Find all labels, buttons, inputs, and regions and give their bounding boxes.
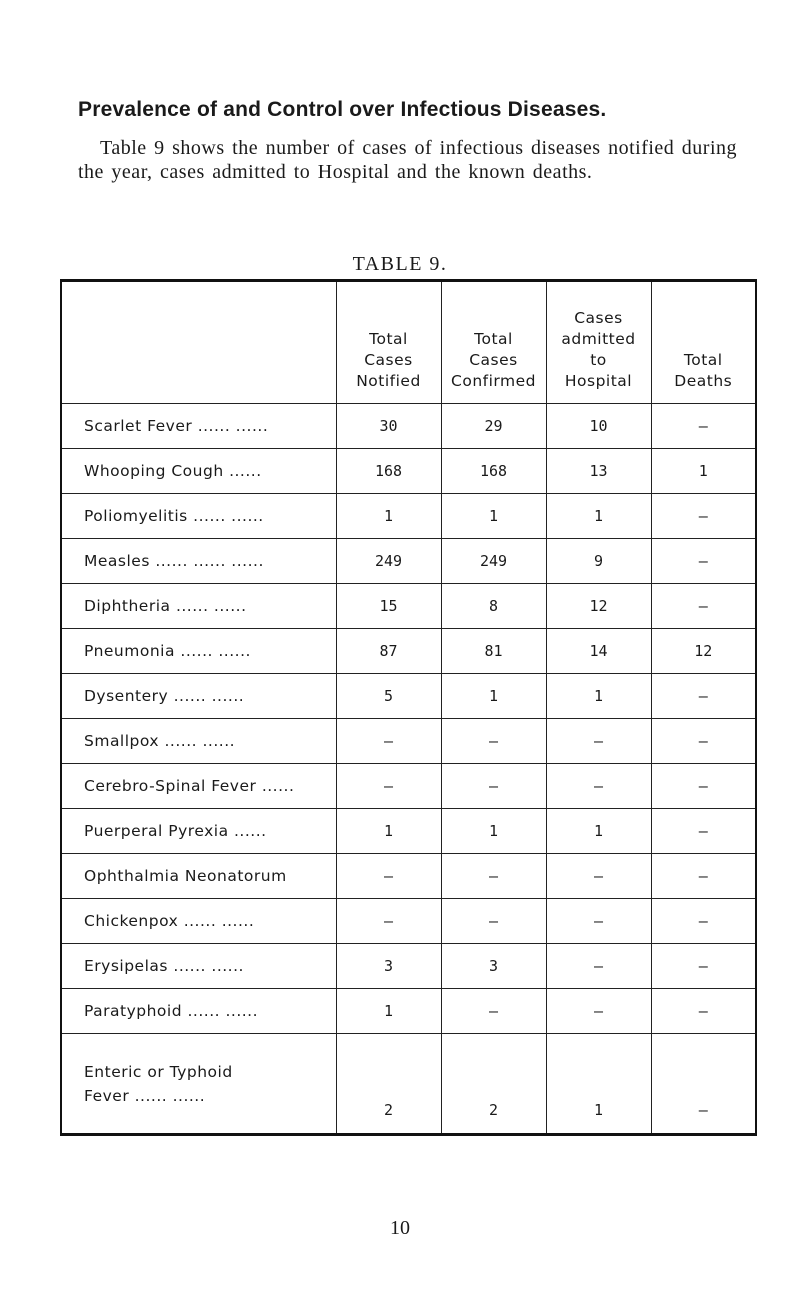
table-row <box>61 989 756 1034</box>
table-row <box>61 719 756 764</box>
total-notified-cell: 3 <box>336 944 441 989</box>
admitted-hospital-cell: 1 <box>546 674 651 719</box>
page-heading: Prevalence of and Control over Infectious Diseases. <box>78 98 607 121</box>
disease-name-cell <box>61 809 336 854</box>
total-deaths-cell: — <box>651 584 756 629</box>
table-row <box>61 674 756 719</box>
disease-name-cell <box>61 404 336 449</box>
table-body <box>61 404 756 1135</box>
total-deaths-cell: — <box>651 854 756 899</box>
total-notified-cell: 15 <box>336 584 441 629</box>
total-notified-cell: — <box>336 854 441 899</box>
admitted-hospital-cell: — <box>546 944 651 989</box>
total-notified-cell: 168 <box>336 449 441 494</box>
admitted-hospital-cell: 10 <box>546 404 651 449</box>
total-confirmed-cell: — <box>441 989 546 1034</box>
total-confirmed-cell: 1 <box>441 809 546 854</box>
table-row <box>61 404 756 449</box>
table-row <box>61 584 756 629</box>
disease-name-cell <box>61 899 336 944</box>
total-confirmed-cell: 1 <box>441 494 546 539</box>
header-admitted-hospital: Cases admitted to Hospital <box>546 281 651 404</box>
admitted-hospital-cell: — <box>546 854 651 899</box>
total-notified-cell: 87 <box>336 629 441 674</box>
total-deaths-cell: — <box>651 764 756 809</box>
table-row <box>61 854 756 899</box>
total-confirmed-cell: 168 <box>441 449 546 494</box>
disease-name: Smallpox ...... ...... <box>84 732 236 750</box>
admitted-hospital-cell: 1 <box>546 494 651 539</box>
table-header-row <box>61 281 756 404</box>
total-confirmed-cell: 1 <box>441 674 546 719</box>
total-confirmed-cell: 8 <box>441 584 546 629</box>
total-notified-cell: 5 <box>336 674 441 719</box>
total-notified-cell: 30 <box>336 404 441 449</box>
table-row <box>61 944 756 989</box>
total-notified-cell: — <box>336 719 441 764</box>
table-row <box>61 494 756 539</box>
total-notified-cell: 249 <box>336 539 441 584</box>
disease-name: Paratyphoid ...... ...... <box>84 1002 259 1020</box>
total-confirmed-cell: — <box>441 899 546 944</box>
header-total-deaths: Total Deaths <box>651 281 756 404</box>
header-disease <box>61 281 336 404</box>
total-confirmed-cell: 2 <box>441 1034 546 1135</box>
total-notified-cell: 1 <box>336 989 441 1034</box>
admitted-hospital-cell: — <box>546 719 651 764</box>
total-confirmed-cell: — <box>441 719 546 764</box>
table-row <box>61 449 756 494</box>
total-deaths-cell: — <box>651 539 756 584</box>
total-deaths-cell: — <box>651 494 756 539</box>
admitted-hospital-cell: 1 <box>546 1034 651 1135</box>
table-row <box>61 764 756 809</box>
disease-name-cell <box>61 449 336 494</box>
page-number: 10 <box>390 1217 410 1239</box>
disease-name: Puerperal Pyrexia ...... <box>84 822 267 840</box>
disease-name: Scarlet Fever ...... ...... <box>84 417 269 435</box>
admitted-hospital-cell: 13 <box>546 449 651 494</box>
disease-name: Dysentery ...... ...... <box>84 687 245 705</box>
header-total-confirmed: Total Cases Confirmed <box>441 281 546 404</box>
disease-name-cell <box>61 989 336 1034</box>
total-confirmed-cell: 29 <box>441 404 546 449</box>
disease-name: Measles ...... ...... ...... <box>84 552 264 570</box>
disease-name-cell <box>61 944 336 989</box>
disease-name-cell <box>61 764 336 809</box>
disease-name: Pneumonia ...... ...... <box>84 642 251 660</box>
total-deaths-cell: — <box>651 674 756 719</box>
disease-name: Erysipelas ...... ...... <box>84 957 244 975</box>
table-row <box>61 539 756 584</box>
total-deaths-cell: 1 <box>651 449 756 494</box>
total-notified-cell: 2 <box>336 1034 441 1135</box>
disease-name: Diphtheria ...... ...... <box>84 597 247 615</box>
total-deaths-cell: — <box>651 944 756 989</box>
total-notified-cell: — <box>336 764 441 809</box>
total-confirmed-cell: 81 <box>441 629 546 674</box>
disease-name-cell <box>61 674 336 719</box>
admitted-hospital-cell: — <box>546 899 651 944</box>
total-confirmed-cell: 3 <box>441 944 546 989</box>
disease-name-cell <box>61 629 336 674</box>
total-deaths-cell: — <box>651 719 756 764</box>
total-confirmed-cell: — <box>441 764 546 809</box>
intro-paragraph: Table 9 shows the number of cases of infectious diseases notified during the year, cases admitted to Hospital and the known deaths. <box>78 137 738 183</box>
disease-name: Cerebro-Spinal Fever ...... <box>84 777 295 795</box>
disease-name: Ophthalmia Neonatorum <box>84 867 287 885</box>
admitted-hospital-cell: 9 <box>546 539 651 584</box>
admitted-hospital-cell: 12 <box>546 584 651 629</box>
disease-name-cell <box>61 539 336 584</box>
disease-name-cell <box>61 854 336 899</box>
total-notified-cell: 1 <box>336 494 441 539</box>
admitted-hospital-cell: 14 <box>546 629 651 674</box>
disease-name: Enteric or Typhoid Fever ...... ...... <box>84 1062 233 1105</box>
admitted-hospital-cell: — <box>546 989 651 1034</box>
total-confirmed-cell: 249 <box>441 539 546 584</box>
disease-name: Poliomyelitis ...... ...... <box>84 507 264 525</box>
disease-name-cell <box>61 1034 336 1135</box>
header-total-notified: Total Cases Notified <box>336 281 441 404</box>
disease-name-cell <box>61 494 336 539</box>
disease-name: Whooping Cough ...... <box>84 462 262 480</box>
infectious-diseases-table <box>60 279 757 1136</box>
table-title: TABLE 9. <box>352 253 448 275</box>
table-row <box>61 1034 756 1135</box>
total-notified-cell: — <box>336 899 441 944</box>
total-notified-cell: 1 <box>336 809 441 854</box>
total-confirmed-cell: — <box>441 854 546 899</box>
table-row <box>61 629 756 674</box>
disease-name-cell <box>61 584 336 629</box>
admitted-hospital-cell: — <box>546 764 651 809</box>
table-row <box>61 809 756 854</box>
total-deaths-cell: — <box>651 404 756 449</box>
disease-name-cell <box>61 719 336 764</box>
total-deaths-cell: — <box>651 899 756 944</box>
total-deaths-cell: — <box>651 1034 756 1135</box>
total-deaths-cell: — <box>651 989 756 1034</box>
total-deaths-cell: 12 <box>651 629 756 674</box>
disease-name: Chickenpox ...... ...... <box>84 912 255 930</box>
admitted-hospital-cell: 1 <box>546 809 651 854</box>
table-row <box>61 899 756 944</box>
total-deaths-cell: — <box>651 809 756 854</box>
